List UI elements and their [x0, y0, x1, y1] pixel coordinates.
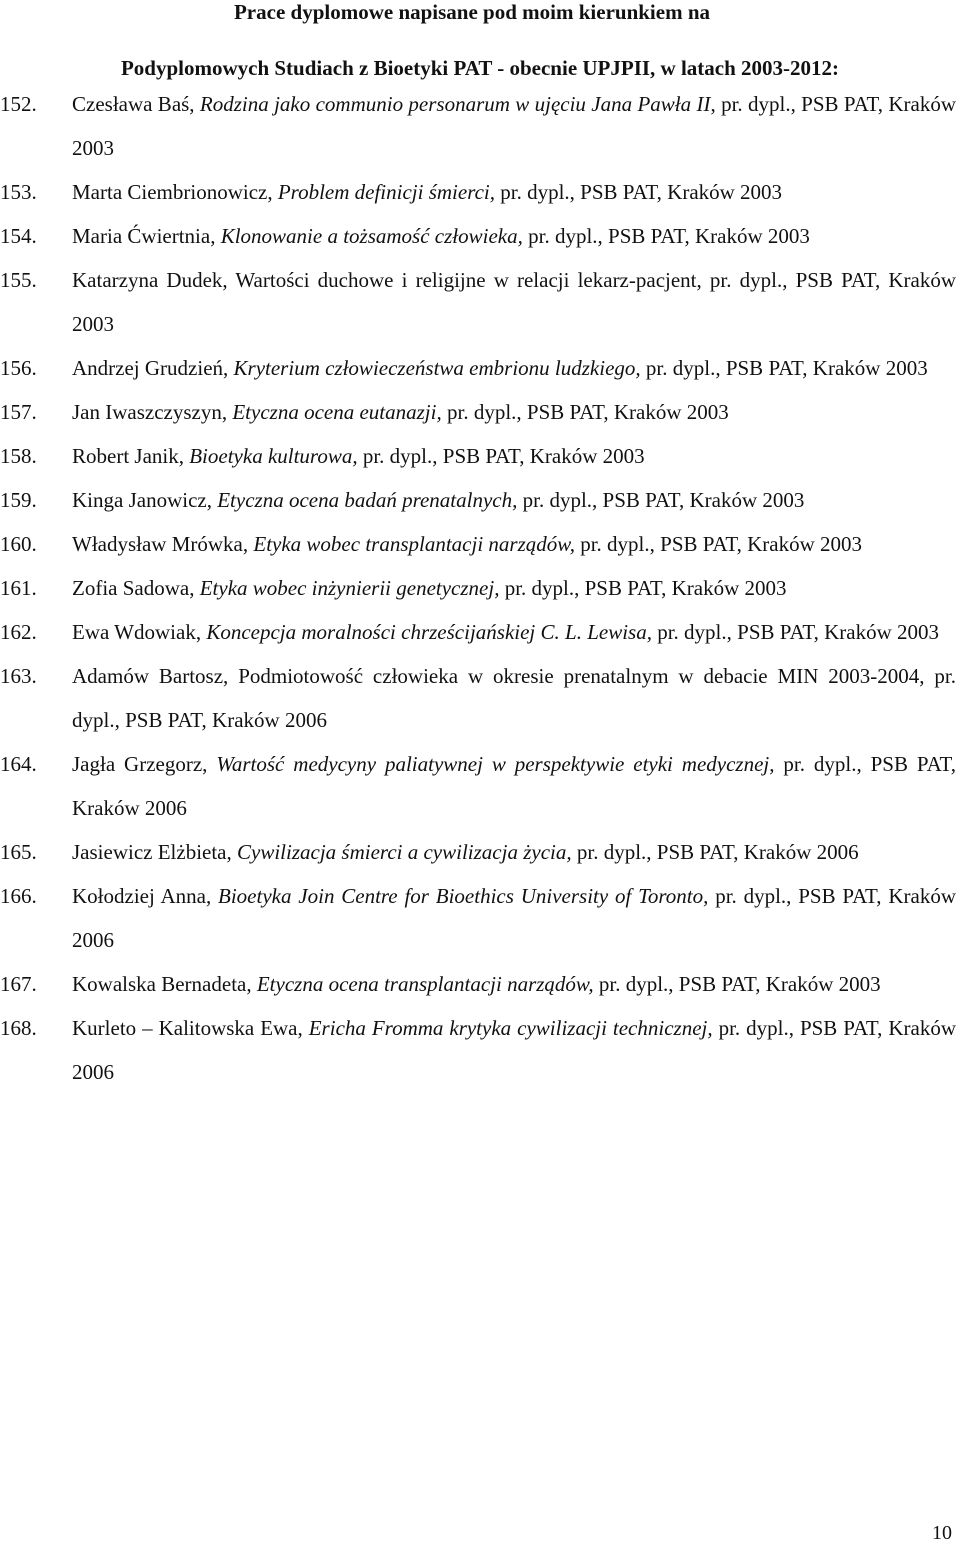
list-item [0, 1006, 960, 1094]
entry-title: Problem definicji śmierci, [277, 180, 496, 204]
entry-number: 157. [0, 400, 37, 424]
entry-title: Rodzina jako communio personarum w ujęciu Jana Pawła II [199, 92, 711, 116]
list-item [0, 874, 960, 962]
entry-details: pr. dypl., PSB PAT, Kraków 2003 [522, 224, 810, 248]
list-item [0, 478, 960, 522]
entry-title: Bioetyka kulturowa, [189, 444, 358, 468]
list-item [0, 566, 960, 610]
entry-author: Kinga Janowicz, [72, 488, 218, 512]
entry-number: 156. [0, 356, 37, 380]
entry-number: 162. [0, 620, 37, 644]
entry-number: 168. [0, 1016, 37, 1040]
list-item [0, 214, 960, 258]
entry-title: Etyczna ocena transplantacji narządów, [256, 972, 594, 996]
entry-number: 165. [0, 840, 37, 864]
entry-author: Adamów Bartosz, Podmiotowość człowieka w okresie prenatalnym w debacie MIN 2003-2004, [72, 664, 925, 688]
list-item [0, 258, 960, 346]
entry-number: 164. [0, 752, 37, 776]
list-item [0, 522, 960, 566]
entry-number: 163. [0, 664, 37, 688]
entry-details: pr. dypl., PSB PAT, Kraków 2003 [495, 180, 783, 204]
entry-title: Ericha Fromma krytyka cywilizacji technicznej, [308, 1016, 713, 1040]
entry-number: 158. [0, 444, 37, 468]
document-heading-line-2: Podyplomowych Studiach z Bioetyki PAT - obecnie UPJPII, w latach 2003-2012: [120, 56, 840, 80]
entry-author: Robert Janik, [72, 444, 190, 468]
entry-details: , pr. dypl., PSB PAT, Kraków 2003 [72, 92, 956, 160]
document-heading-line-1: Prace dyplomowe napisane pod moim kierunkiem na [233, 0, 711, 24]
list-item [0, 962, 960, 1006]
entry-title: Etyczna ocena eutanazji, [232, 400, 442, 424]
entry-title: Kryterium człowieczeństwa embrionu ludzkiego, [233, 356, 641, 380]
entry-details: pr. dypl., PSB PAT, Kraków 2006 [571, 840, 859, 864]
entry-number: 161. [0, 576, 37, 600]
entry-title: Koncepcja moralności chrześcijańskiej C. L. Lewisa, [206, 620, 652, 644]
entry-details: pr. dypl., PSB PAT, Kraków 2003 [640, 356, 928, 380]
entry-details: pr. dypl., PSB PAT, Kraków 2003 [72, 268, 956, 336]
list-item [0, 434, 960, 478]
list-item [0, 170, 960, 214]
list-item [0, 654, 960, 742]
entry-author: Maria Ćwiertnia, [72, 224, 221, 248]
entry-number: 166. [0, 884, 37, 908]
entry-author: Władysław Mrówka, [72, 532, 254, 556]
entry-details: pr. dypl., PSB PAT, Kraków 2006 [72, 1016, 956, 1084]
entry-author: Kurleto – Kalitowska Ewa, [72, 1016, 309, 1040]
entry-author: Jasiewicz Elżbieta, [72, 840, 238, 864]
entry-author: Czesława Baś, [72, 92, 200, 116]
thesis-list [0, 82, 960, 1094]
entry-details: pr. dypl., PSB PAT, Kraków 2003 [357, 444, 645, 468]
entry-details: pr. dypl., PSB PAT, Kraków 2006 [72, 884, 956, 952]
entry-details: pr. dypl., PSB PAT, Kraków 2003 [593, 972, 881, 996]
entry-title: Klonowanie a tożsamość człowieka, [220, 224, 523, 248]
entry-title: Cywilizacja śmierci a cywilizacja życia, [237, 840, 572, 864]
entry-author: Katarzyna Dudek, Wartości duchowe i religijne w relacji lekarz-pacjent, [72, 268, 702, 292]
entry-details: pr. dypl., PSB PAT, Kraków 2006 [72, 752, 956, 820]
entry-details: pr. dypl., PSB PAT, Kraków 2003 [651, 620, 940, 644]
list-item [0, 346, 960, 390]
list-item [0, 742, 960, 830]
entry-author: Ewa Wdowiak, [72, 620, 207, 644]
entry-title: Etyczna ocena badań prenatalnych, [217, 488, 518, 512]
entry-details: pr. dypl., PSB PAT, Kraków 2003 [441, 400, 729, 424]
entry-number: 159. [0, 488, 37, 512]
list-item [0, 830, 960, 874]
entry-author: Kowalska Bernadeta, [72, 972, 257, 996]
entry-title: Wartość medycyny paliatywnej w perspektywie etyki medycznej, [216, 752, 775, 776]
entry-title: Etyka wobec transplantacji narządów, [253, 532, 575, 556]
entry-author: Marta Ciembrionowicz, [72, 180, 278, 204]
entry-number: 153. [0, 180, 37, 204]
entry-title: Bioetyka Join Centre for Bioethics University of Toronto, [218, 884, 709, 908]
entry-author: Zofia Sadowa, [72, 576, 200, 600]
entry-details: pr. dypl., PSB PAT, Kraków 2003 [499, 576, 787, 600]
entry-author: Jagła Grzegorz, [72, 752, 217, 776]
entry-details: pr. dypl., PSB PAT, Kraków 2003 [574, 532, 863, 556]
entry-author: Kołodziej Anna, [72, 884, 219, 908]
entry-details: pr. dypl., PSB PAT, Kraków 2003 [517, 488, 805, 512]
entry-author: Jan Iwaszczyszyn, [72, 400, 233, 424]
list-item [0, 82, 960, 170]
entry-number: 155. [0, 268, 37, 292]
entry-author: Andrzej Grudzień, [72, 356, 234, 380]
entry-title: Etyka wobec inżynierii genetycznej, [199, 576, 500, 600]
entry-details: pr. dypl., PSB PAT, Kraków 2006 [72, 664, 957, 732]
page-number: 10 [932, 1522, 952, 1544]
entry-number: 154. [0, 224, 37, 248]
entry-number: 152. [0, 92, 37, 116]
list-item [0, 390, 960, 434]
entry-number: 167. [0, 972, 37, 996]
list-item [0, 610, 960, 654]
entry-number: 160. [0, 532, 37, 556]
